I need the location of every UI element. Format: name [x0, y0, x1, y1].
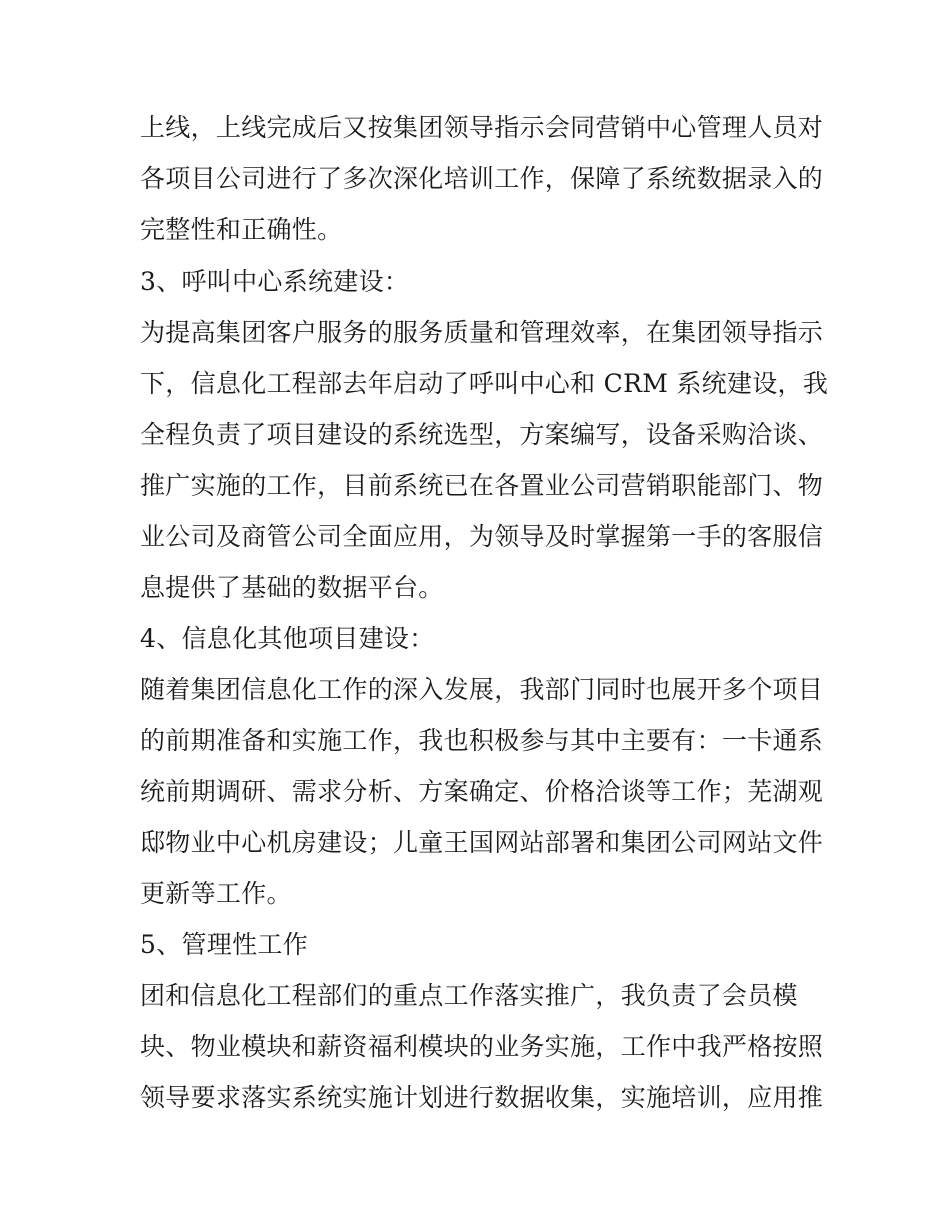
text-line: 各项目公司进行了多次深化培训工作，保障了系统数据录入的	[140, 164, 824, 193]
text-line: 随着集团信息化工作的深入发展，我部门同时也展开多个项目	[140, 675, 824, 704]
text-line: 更新等工作。	[140, 879, 292, 908]
text-line: 块、物业模块和薪资福利模块的业务实施，工作中我严格按照	[140, 1032, 824, 1061]
section-heading: 3、呼叫中心系统建设：	[140, 267, 410, 296]
text-line: 业公司及商管公司全面应用，为领导及时掌握第一手的客服信	[140, 522, 824, 551]
section-heading: 4、信息化其他项目建设：	[140, 624, 435, 653]
text-line: 领导要求落实系统实施计划进行数据收集，实施培训，应用推	[140, 1083, 824, 1112]
text-line: 为提高集团客户服务的服务质量和管理效率，在集团领导指示	[140, 318, 824, 347]
text-line: 全程负责了项目建设的系统选型，方案编写，设备采购洽谈、	[140, 420, 824, 449]
text-line: 推广实施的工作，目前系统已在各置业公司营销职能部门、物	[140, 471, 824, 500]
text-line: 团和信息化工程部们的重点工作落实推广，我负责了会员模	[140, 981, 798, 1010]
text-line: 息提供了基础的数据平台。	[140, 573, 444, 602]
text-line: 统前期调研、需求分析、方案确定、价格洽谈等工作；芜湖观	[140, 777, 824, 806]
text-line: 上线，上线完成后又按集团领导指示会同营销中心管理人员对	[140, 113, 824, 142]
text-line: 下，信息化工程部去年启动了呼叫中心和 CRM 系统建设，我	[140, 369, 829, 398]
section-heading: 5、管理性工作	[140, 930, 309, 959]
text-line: 的前期准备和实施工作，我也积极参与其中主要有：一卡通系	[140, 726, 824, 755]
text-line: 邸物业中心机房建设；儿童王国网站部署和集团公司网站文件	[140, 828, 824, 857]
text-line: 完整性和正确性。	[140, 215, 343, 244]
